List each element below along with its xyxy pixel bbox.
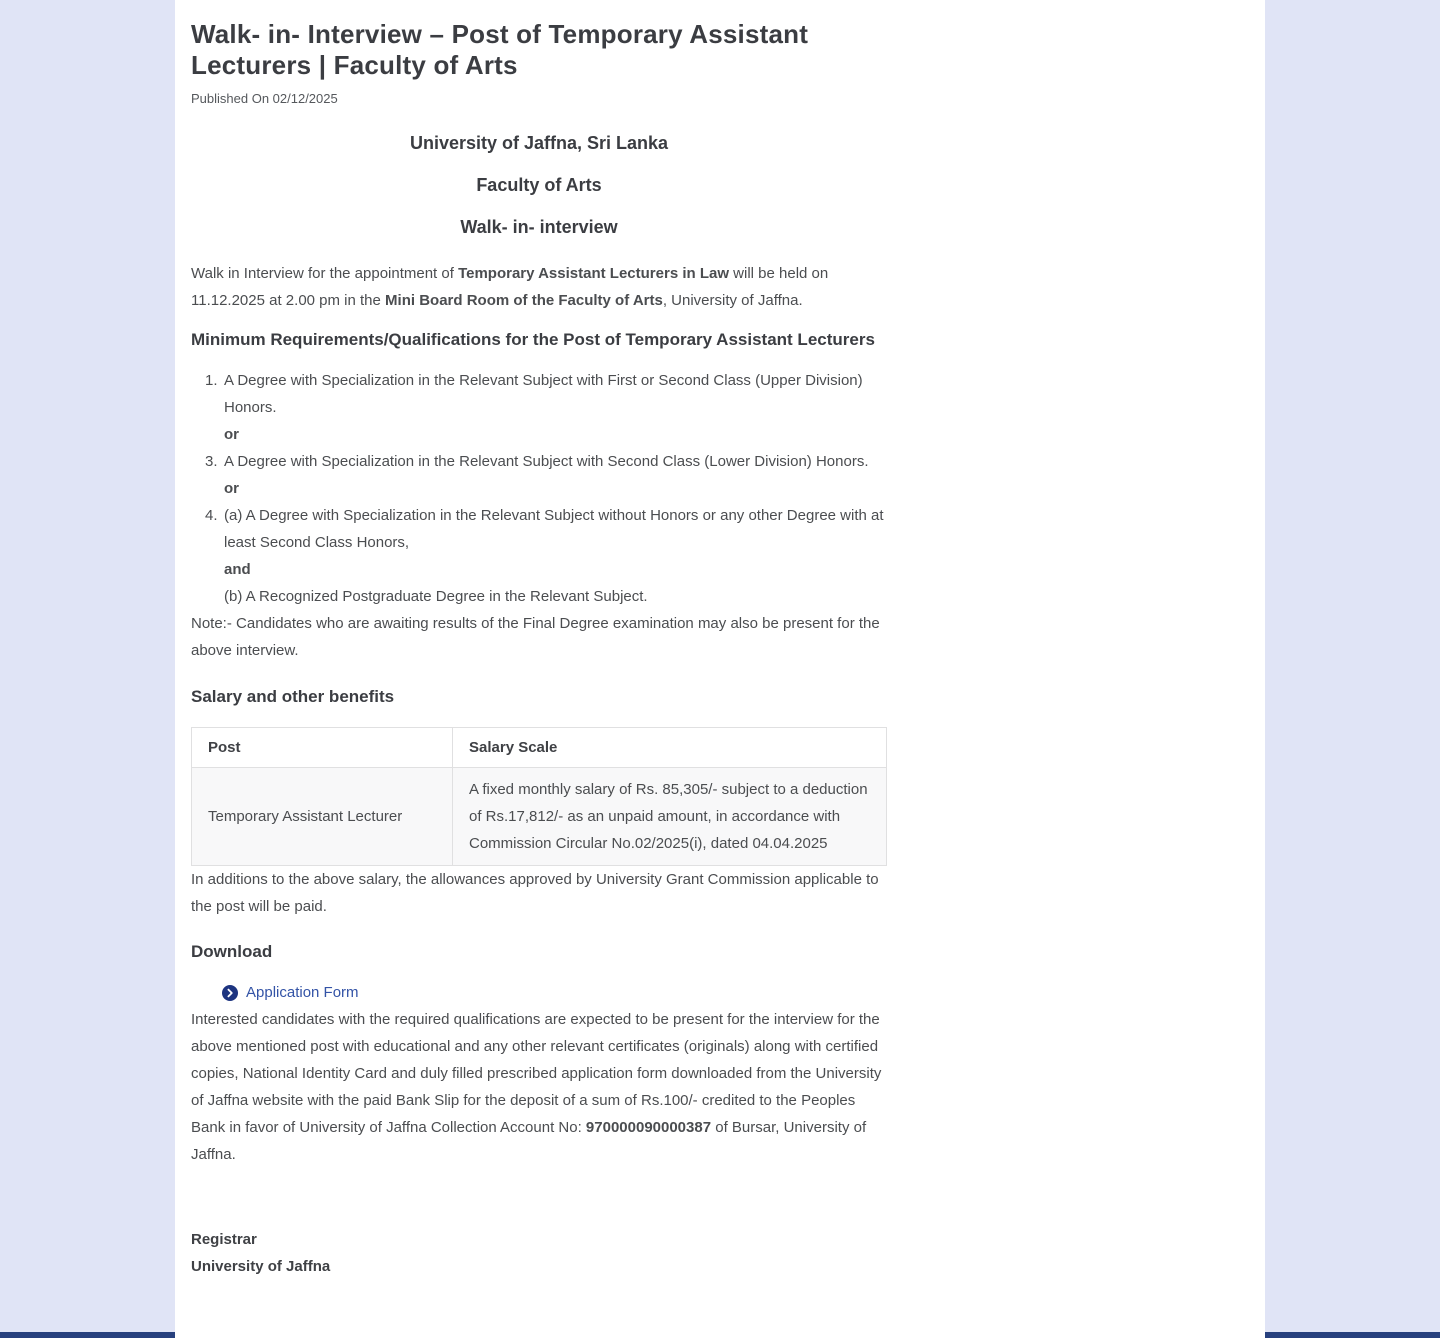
content-card [175,0,1265,1338]
heading-faculty: Faculty of Arts [476,175,602,195]
list-item-text: A Degree with Specialization in the Relevant Subject with First or Second Class (Upper Division) Honors. [224,372,863,416]
page-title: Walk- in- Interview – Post of Temporary Assistant Lecturers | Faculty of Arts [191,19,809,80]
salary-heading: Salary and other benefits [191,687,395,706]
list-item-text: A Degree with Specialization in the Relevant Subject with Second Class (Lower Division) Honors. [224,453,869,470]
requirements-list [205,367,887,610]
intro-bold-post-name: Temporary Assistant Lecturers in Law [458,265,729,282]
closing-post: of Bursar, University of Jaffna. [191,1119,867,1163]
list-item-body [224,448,887,502]
intro-bold-venue: Mini Board Room of the Faculty of Arts [385,292,663,309]
intro-pre: Walk in Interview for the appointment of [191,265,459,282]
list-item-body [224,502,887,610]
application-form-link[interactable]: Application Form [246,984,359,1001]
salary-table-header-row [192,728,887,768]
cell-salary-scale: A fixed monthly salary of Rs. 85,305/- subject to a deduction of Rs.17,812/- as an unpaid amount, in accordance with Commission Circular No.02/2025(i), dated 04.04.2025 [453,768,887,866]
cell-post: Temporary Assistant Lecturer [192,768,453,866]
published-date: Published On 02/12/2025 [191,91,338,106]
article [191,19,887,1280]
column-header-post: Post [192,728,453,768]
column-header-salary-scale: Salary Scale [453,728,887,768]
intro-mid: will be held on 11.12.2025 at 2.00 pm in the [191,265,829,309]
download-heading: Download [191,942,273,961]
note-paragraph: Note:- Candidates who are awaiting results of the Final Degree examination may also be present for the above interview. [191,615,880,659]
list-item-conjunction: or [224,480,239,497]
list-item [205,367,887,448]
intro-post: , University of Jaffna. [662,292,803,309]
requirements-heading: Minimum Requirements/Qualifications for the Post of Temporary Assistant Lecturers [191,330,875,349]
list-item-text: (b) A Recognized Postgraduate Degree in the Relevant Subject. [224,588,648,605]
chevron-right-circle-icon [222,985,238,1001]
closing-paragraph [191,1006,887,1168]
table-row [192,768,887,866]
intro-paragraph [191,260,887,314]
closing-pre: Interested candidates with the required qualifications are expected to be present for the interview for the above mentioned post with educational and any other relevant certificates (originals) along with certified copies, National Identity Card and duly filled prescribed application form downloaded from the University of Jaffna website with the paid Bank Slip for the deposit of a sum of Rs.100/- credited to the Peoples Bank in favor of University of Jaffna Collection Account No: [191,1011,882,1136]
download-link-row [222,979,887,1006]
signature-block [191,1226,887,1280]
list-item [205,502,887,610]
allowances-paragraph: In additions to the above salary, the allowances approved by University Grant Commission applicable to the post will be paid. [191,871,879,915]
signature-registrar: Registrar [191,1231,257,1248]
signature-university: University of Jaffna [191,1258,331,1275]
list-item-number: 3. [205,453,218,470]
heading-walk-in: Walk- in- interview [460,217,618,237]
list-item-text: (a) A Degree with Specialization in the Relevant Subject without Honors or any other Degree with at least Second Class Honors, [224,507,884,551]
list-item-conjunction: or [224,426,239,443]
heading-university: University of Jaffna, Sri Lanka [409,133,669,153]
list-item [205,448,887,502]
closing-account-number: 970000090000387 [585,1119,712,1136]
salary-table [191,727,887,866]
list-item-number: 1. [205,372,218,389]
list-item-conjunction: and [224,561,251,578]
list-item-body [224,367,887,448]
list-item-number: 4. [205,507,218,524]
